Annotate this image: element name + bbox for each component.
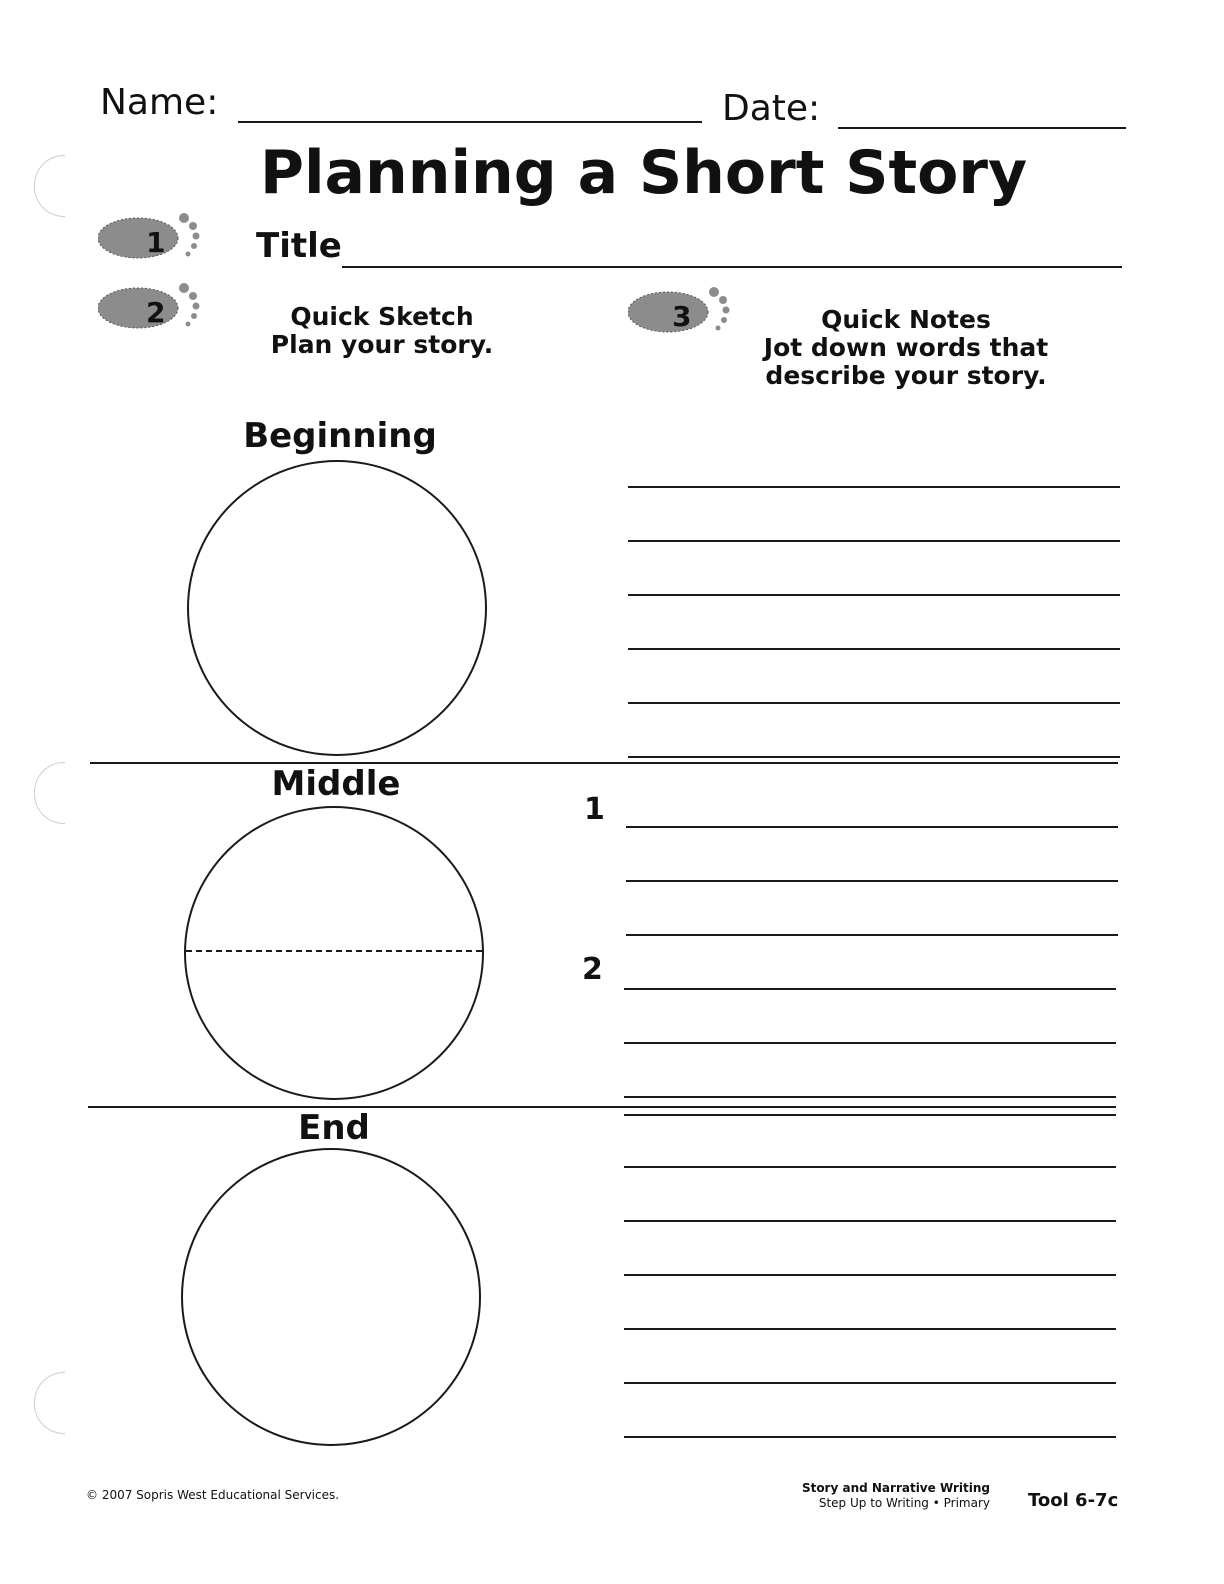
note-line[interactable] — [624, 1220, 1116, 1222]
note-line[interactable] — [628, 648, 1120, 650]
note-line[interactable] — [626, 934, 1118, 936]
binder-hole-middle — [34, 762, 65, 824]
quick-notes-instruction-2: describe your story. — [765, 361, 1047, 390]
step-3-number: 3 — [672, 300, 692, 333]
note-line[interactable] — [628, 540, 1120, 542]
quick-sketch-heading: Quick Sketch — [290, 302, 474, 331]
section-label-beginning: Beginning — [243, 416, 437, 456]
title-label: Title — [256, 226, 342, 266]
binder-hole-top — [34, 155, 65, 217]
middle-number-1: 1 — [584, 792, 605, 827]
note-line[interactable] — [624, 1382, 1116, 1384]
note-line[interactable] — [626, 880, 1118, 882]
date-field[interactable] — [838, 127, 1126, 129]
section-label-middle: Middle — [271, 764, 401, 804]
series-subtitle: Step Up to Writing • Primary — [818, 1496, 990, 1510]
note-line[interactable] — [624, 1274, 1116, 1276]
section-label-end: End — [298, 1108, 370, 1148]
tool-number: Tool 6-7c — [1028, 1490, 1119, 1511]
note-line[interactable] — [624, 1166, 1116, 1168]
sketch-circle-end[interactable] — [181, 1148, 481, 1446]
middle-number-2: 2 — [582, 952, 603, 987]
name-field[interactable] — [238, 121, 702, 123]
name-label: Name: — [100, 82, 219, 123]
quick-notes-heading: Quick Notes — [821, 305, 991, 334]
circle-divider-dashed — [186, 950, 482, 952]
note-line[interactable] — [628, 702, 1120, 704]
binder-hole-bottom — [34, 1372, 65, 1434]
sketch-circle-middle[interactable] — [184, 806, 484, 1100]
copyright-text: © 2007 Sopris West Educational Services. — [86, 1488, 340, 1502]
note-line[interactable] — [624, 1328, 1116, 1330]
note-line[interactable] — [624, 1436, 1116, 1438]
step-2-number: 2 — [146, 296, 166, 329]
note-line[interactable] — [628, 486, 1120, 488]
date-label: Date: — [722, 88, 821, 129]
sketch-circle-beginning[interactable] — [187, 460, 487, 756]
note-line[interactable] — [624, 988, 1116, 990]
series-title: Story and Narrative Writing — [801, 1481, 990, 1495]
quick-notes-instruction-1: Jot down words that — [763, 333, 1049, 362]
note-line[interactable] — [624, 1042, 1116, 1044]
step-1-number: 1 — [146, 226, 166, 259]
note-line[interactable] — [626, 826, 1118, 828]
note-line[interactable] — [628, 594, 1120, 596]
title-field[interactable] — [342, 266, 1122, 268]
page-title: Planning a Short Story — [260, 138, 1028, 208]
note-line[interactable] — [624, 1114, 1116, 1116]
note-line[interactable] — [624, 1096, 1116, 1098]
quick-sketch-instruction: Plan your story. — [270, 330, 494, 359]
note-line[interactable] — [628, 756, 1120, 758]
